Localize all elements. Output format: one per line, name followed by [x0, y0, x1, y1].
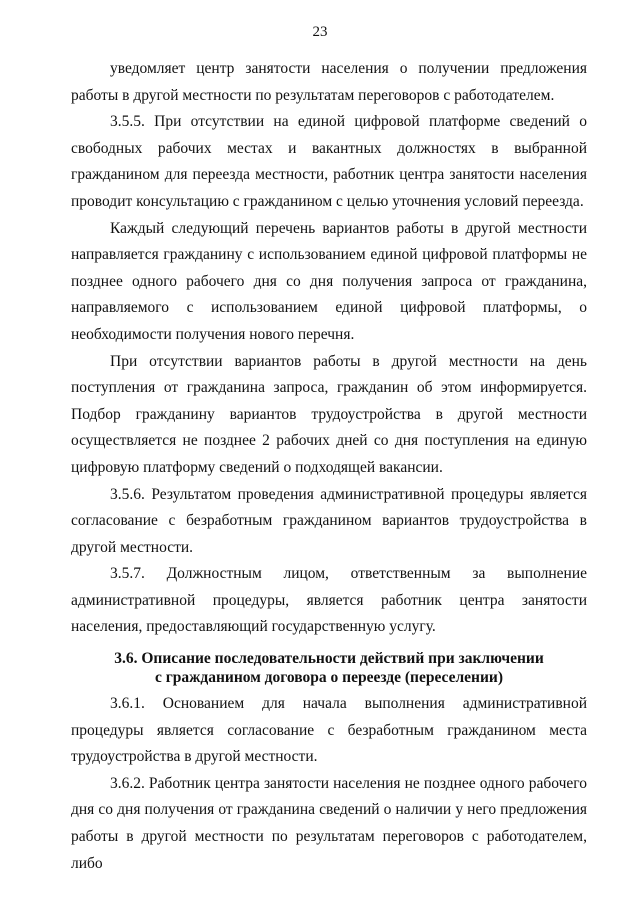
paragraph-3-6-2: 3.6.2. Работник центра занятости населения не позднее одного рабочего дня со дня получения от гражданина сведений о наличии у него предложения работы в другой местности по результатам переговоров с работодателем, либо	[71, 774, 587, 872]
section-heading-line-2: с гражданином договора о переезде (переселении)	[154, 669, 504, 687]
paragraph-3-5-7: 3.5.7. Должностным лицом, ответственным за выполнение административной процедуры, является работник центра занятости населения, предоставляющий государственную услугу.	[71, 565, 587, 636]
paragraph-3-6-1: 3.6.1. Основанием для начала выполнения административной процедуры является согласование с безработным гражданином места трудоустройства в другой местности.	[71, 695, 587, 766]
paragraph-3-5-6: 3.5.6. Результатом проведения административной процедуры является согласование с безработным гражданином вариантов трудоустройства в другой местности.	[71, 485, 587, 556]
paragraph-continuation: уведомляет центр занятости населения о получении предложения работы в другой местности по результатам переговоров с работодателем.	[71, 60, 587, 104]
paragraph-3-5-5: 3.5.5. При отсутствии на единой цифровой платформе сведений о свободных рабочих местах и вакантных должностях в выбранной гражданином для переезда местности, работник центра занятости населения проводит консультацию с гражданином с целью уточнения условий переезда.	[71, 113, 587, 210]
section-heading-line-1: 3.6. Описание последовательности действий при заключении	[114, 650, 544, 668]
page-number: 23	[312, 24, 328, 40]
paragraph-next-list: Каждый следующий перечень вариантов работы в другой местности направляется гражданину с использованием единой цифровой платформы не позднее одного рабочего дня со дня получения запроса от гражданина, направляемого с использованием единой цифровой платформы, о необходимости получения нового перечня.	[71, 219, 587, 343]
paragraph-no-variants: При отсутствии вариантов работы в другой местности на день поступления от гражданина запроса, гражданин об этом информируется. Подбор гражданину вариантов трудоустройства в другой местности осуществляется не позднее 2 рабочих дней со дня поступления на единую цифровую платформу сведений о подходящей вакансии.	[71, 352, 587, 476]
section-heading-3-6	[71, 649, 587, 687]
document-body	[71, 56, 587, 877]
